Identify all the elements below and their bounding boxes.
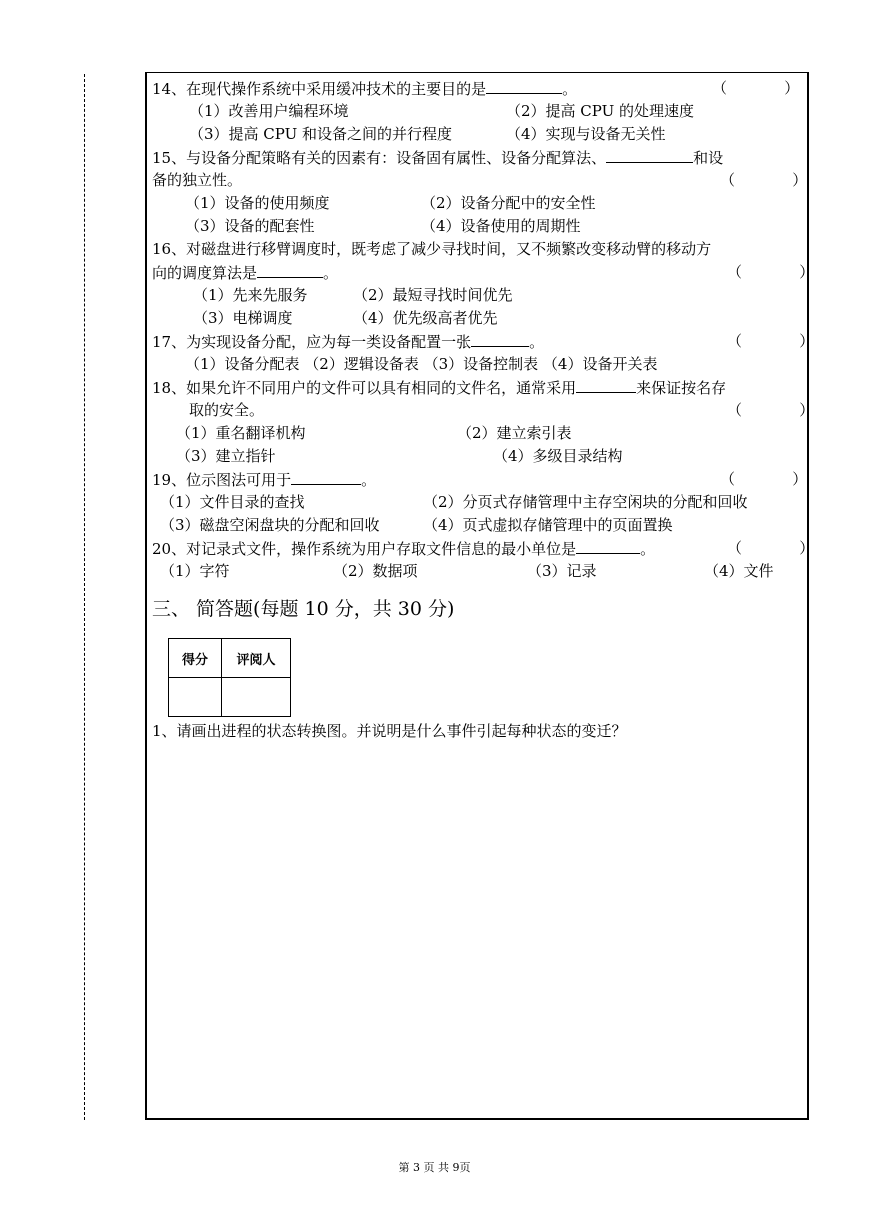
question-15-text: 15、与设备分配策略有关的因素有：设备固有属性、设备分配算法、: [152, 149, 607, 167]
question-20-option-2: （2）数据项: [333, 562, 418, 580]
question-15-answer-paren[interactable]: （ ）: [720, 171, 808, 189]
question-16-answer-paren[interactable]: （ ）: [727, 263, 815, 281]
question-18-answer-paren[interactable]: （ ）: [727, 401, 815, 419]
question-16-option-4: （4）优先级高者优先: [353, 309, 498, 327]
question-17-options: （1）设备分配表 （2）逻辑设备表 （3）设备控制表 （4）设备开关表: [185, 355, 658, 373]
section-3-title: 三、 简答题(每题 10 分，共 30 分): [152, 598, 455, 620]
question-16-text: 向的调度算法是: [152, 264, 258, 282]
question-17-end: 。: [529, 333, 545, 351]
question-15-option-2: （2）设备分配中的安全性: [421, 194, 596, 212]
question-19-option-3: （3）磁盘空闲盘块的分配和回收: [160, 516, 380, 534]
question-20-option-3: （3）记录: [527, 562, 597, 580]
question-14-option-3: （3）提高 CPU 和设备之间的并行程度: [189, 125, 453, 143]
question-17-blank[interactable]: [471, 331, 529, 347]
question-19-end: 。: [361, 471, 377, 489]
question-20-option-1: （1）字符: [160, 562, 230, 580]
question-19-option-1: （1）文件目录的查找: [160, 493, 305, 511]
question-20-stem: [152, 538, 655, 559]
grader-cell[interactable]: [222, 678, 291, 717]
question-14-stem: [152, 78, 577, 99]
question-18-option-4: （4）多级目录结构: [493, 447, 623, 465]
question-14-answer-paren[interactable]: （ ）: [712, 79, 800, 97]
question-18-option-1: （1）重名翻译机构: [176, 424, 306, 442]
grader-header: 评阅人: [222, 639, 291, 678]
question-19-answer-paren[interactable]: （ ）: [720, 470, 808, 488]
question-16-stem-line2: [152, 262, 338, 283]
question-18-stem-line2: 取的安全。: [189, 401, 265, 419]
question-19-blank[interactable]: [291, 469, 361, 485]
page-footer: 第 3 页 共 9页: [398, 1161, 471, 1174]
question-14-option-4: （4）实现与设备无关性: [506, 125, 666, 143]
question-16-option-3: （3）电梯调度: [193, 309, 293, 327]
question-15-option-3: （3）设备的配套性: [185, 217, 315, 235]
question-18-stem: [152, 377, 726, 398]
question-17-stem: [152, 331, 544, 352]
question-18-text: 18、如果允许不同用户的文件可以具有相同的文件名，通常采用: [152, 379, 577, 397]
question-17-text: 17、为实现设备分配，应为每一类设备配置一张: [152, 333, 472, 351]
question-16-blank[interactable]: [257, 262, 323, 278]
question-18-option-2: （2）建立索引表: [457, 424, 572, 442]
question-15-stem-line2: 备的独立性。: [152, 171, 243, 189]
question-20-answer-paren[interactable]: （ ）: [727, 539, 815, 557]
question-14-end: 。: [562, 80, 578, 98]
question-14-blank[interactable]: [486, 78, 562, 94]
question-20-option-4: （4）文件: [704, 562, 774, 580]
question-15-blank[interactable]: [606, 147, 693, 163]
question-20-text: 20、对记录式文件，操作系统为用户存取文件信息的最小单位是: [152, 540, 577, 558]
question-17-answer-paren[interactable]: （ ）: [727, 332, 815, 350]
question-16-option-2: （2）最短寻找时间优先: [353, 286, 513, 304]
question-19-option-2: （2）分页式存储管理中主存空闲块的分配和回收: [423, 493, 748, 511]
binding-line: [84, 74, 85, 1120]
score-cell[interactable]: [169, 678, 222, 717]
question-15-option-1: （1）设备的使用频度: [185, 194, 330, 212]
question-15-text-cont: 和设: [693, 149, 724, 167]
question-18-text-cont: 来保证按名存: [636, 379, 727, 397]
question-18-option-3: （3）建立指针: [176, 447, 276, 465]
question-16-stem: 16、对磁盘进行移臂调度时，既考虑了减少寻找时间，又不频繁改变移动臂的移动方: [152, 240, 712, 258]
question-19-stem: [152, 469, 376, 490]
question-19-text: 19、位示图法可用于: [152, 471, 292, 489]
question-15-option-4: （4）设备使用的周期性: [421, 217, 581, 235]
question-16-end: 。: [323, 264, 339, 282]
question-20-blank[interactable]: [576, 538, 640, 554]
score-header: 得分: [169, 639, 222, 678]
question-18-blank[interactable]: [576, 377, 636, 393]
question-14-option-1: （1）改善用户编程环境: [189, 102, 349, 120]
question-16-option-1: （1）先来先服务: [193, 286, 308, 304]
score-table: [168, 638, 291, 717]
question-15-stem: [152, 147, 723, 168]
question-19-option-4: （4）页式虚拟存储管理中的页面置换: [423, 516, 673, 534]
question-14-text: 14、在现代操作系统中采用缓冲技术的主要目的是: [152, 80, 487, 98]
question-14-option-2: （2）提高 CPU 的处理速度: [506, 102, 695, 120]
question-20-end: 。: [640, 540, 656, 558]
short-answer-question-1: 1、请画出进程的状态转换图。并说明是什么事件引起每种状态的变迁？: [152, 722, 627, 740]
